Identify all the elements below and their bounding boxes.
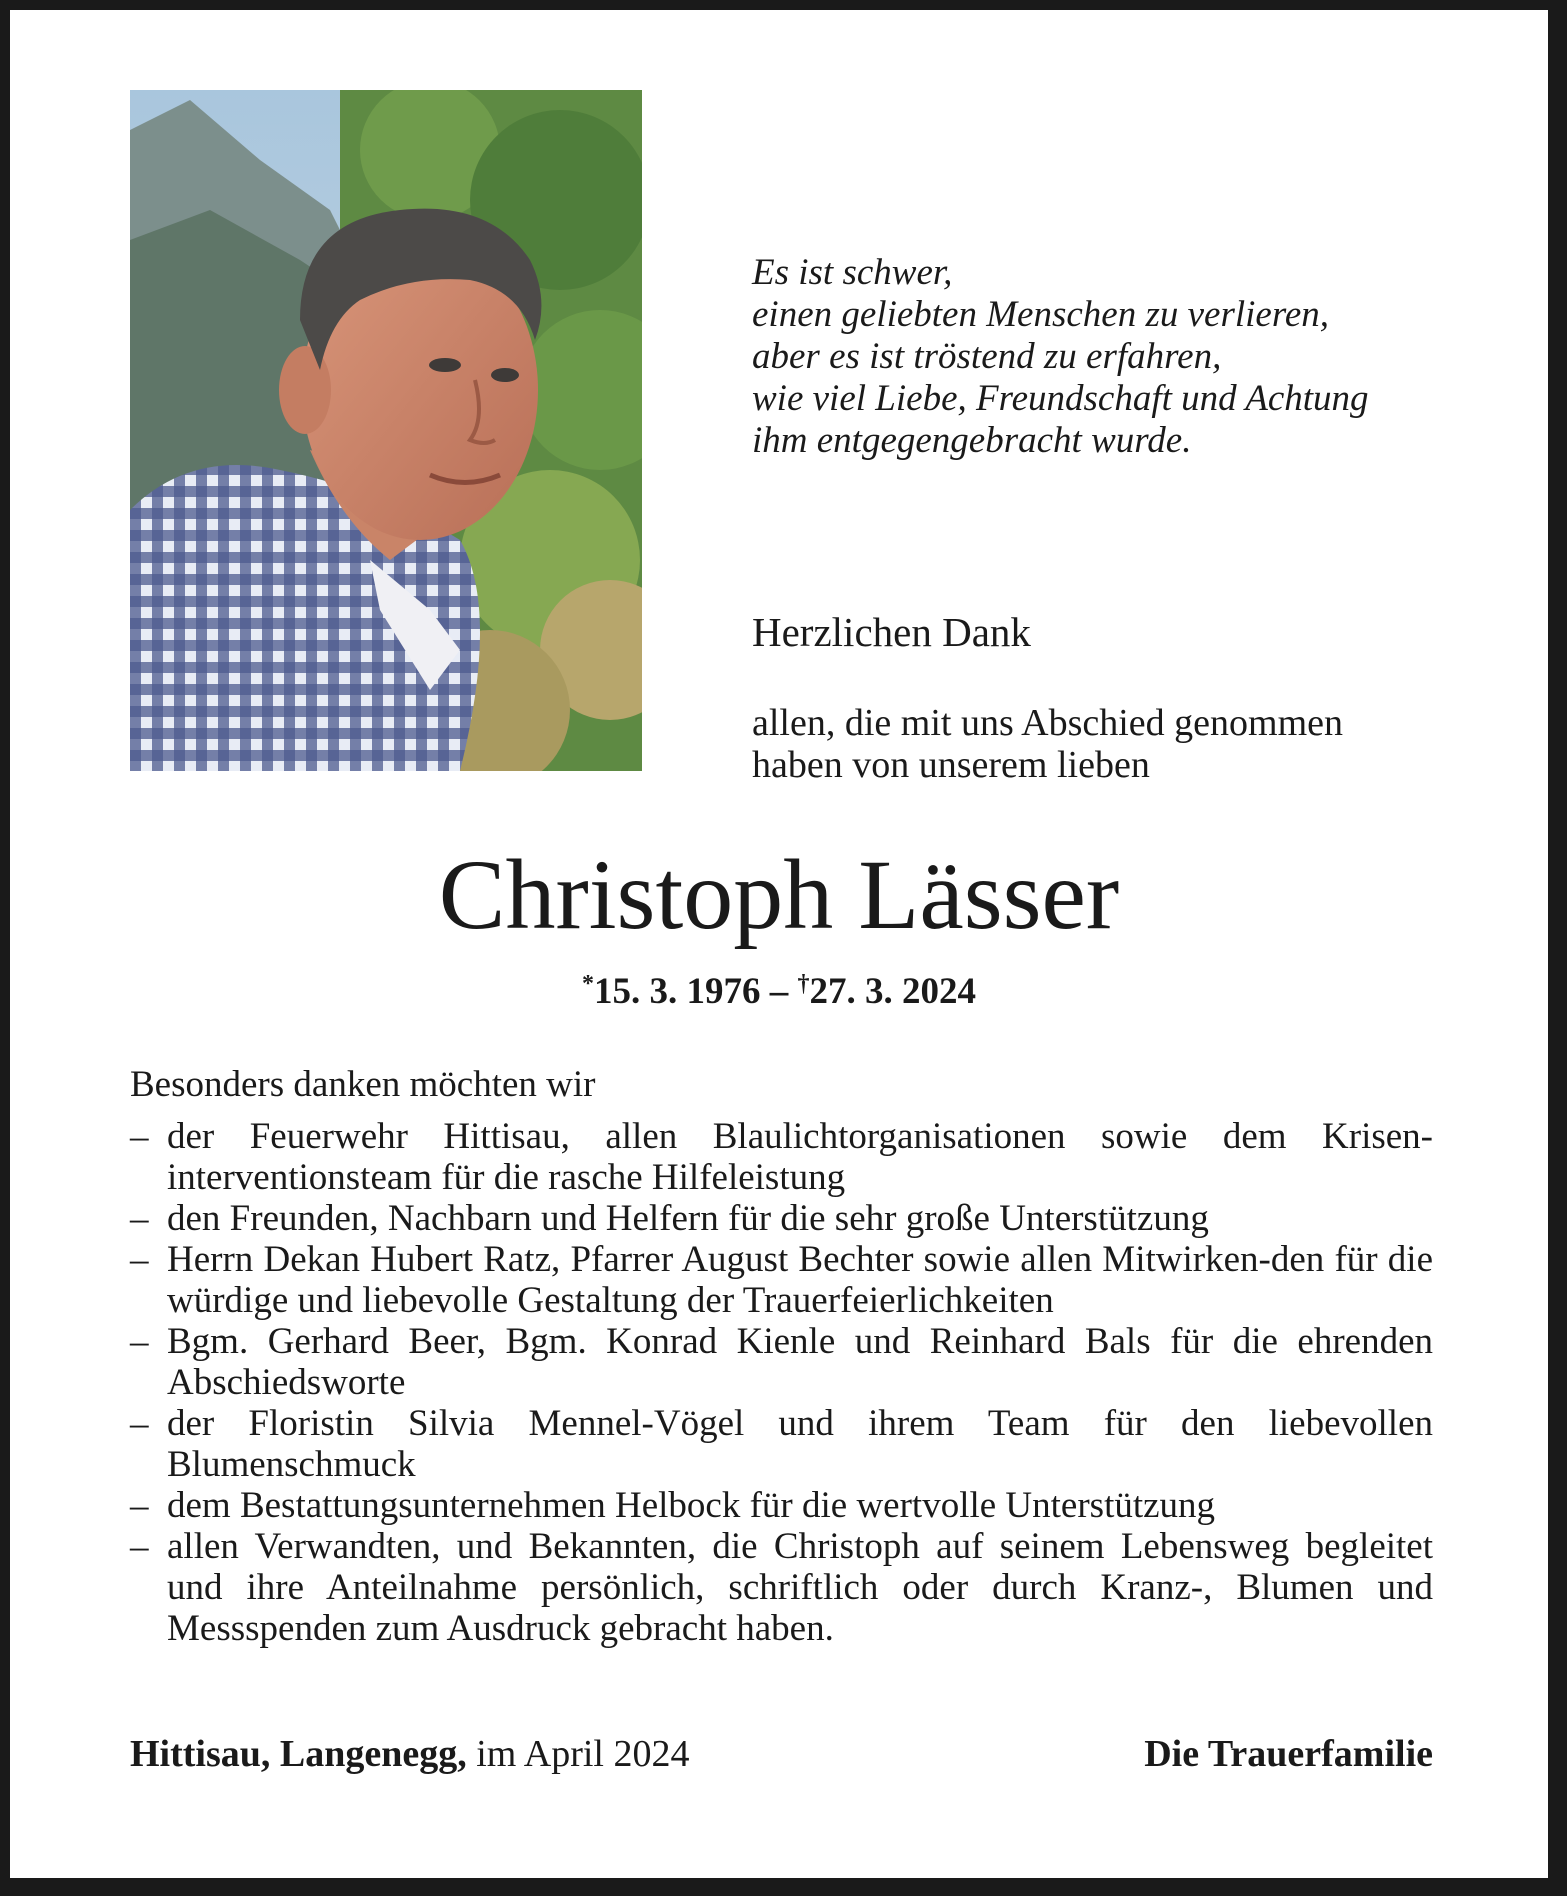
list-item	[130, 1198, 1433, 1239]
list-item	[130, 1239, 1433, 1321]
list-item	[130, 1116, 1433, 1198]
list-item	[130, 1403, 1433, 1485]
acknowledgement-list	[130, 1116, 1433, 1649]
thanks-line: allen, die mit uns Abschied genommen	[752, 702, 1344, 744]
dash-bullet: –	[130, 1116, 149, 1157]
list-item-text: dem Bestattungsunternehmen Helbock für die wertvolle Unterstützung	[167, 1485, 1216, 1526]
obituary-card	[10, 10, 1548, 1878]
dash-bullet: –	[130, 1403, 149, 1444]
dash-bullet: –	[130, 1526, 149, 1567]
poem-line: aber es ist tröstend zu erfahren,	[752, 336, 1222, 377]
portrait-photo	[130, 90, 642, 771]
poem-line: Es ist schwer,	[752, 252, 953, 293]
footer-place: Hittisau, Langenegg,	[130, 1733, 467, 1775]
death-symbol: †	[797, 971, 810, 997]
list-item	[130, 1526, 1433, 1649]
death-date: 27. 3. 2024	[809, 971, 976, 1012]
list-item-text: den Freunden, Nachbarn und Helfern für die sehr große Unterstützung	[167, 1198, 1209, 1239]
footer-signature: Die Trauerfamilie	[1144, 1733, 1433, 1775]
poem-line: wie viel Liebe, Freundschaft und Achtung	[752, 378, 1369, 419]
birth-date: 15. 3. 1976	[594, 971, 761, 1012]
date-separator: –	[760, 971, 798, 1012]
list-item-text: Herrn Dekan Hubert Ratz, Pfarrer August Bechter sowie allen Mitwirken-den für die würdige und liebevolle Gestaltung der Trauerfeierlichkeiten	[167, 1239, 1433, 1321]
poem-line: einen geliebten Menschen zu verlieren,	[752, 294, 1330, 335]
thanks-line: haben von unserem lieben	[752, 744, 1150, 786]
poem-line: ihm entgegengebracht wurde.	[752, 420, 1192, 461]
deceased-name: Christoph Lässer	[438, 839, 1120, 950]
dash-bullet: –	[130, 1485, 149, 1526]
thanks-heading: Herzlichen Dank	[752, 609, 1031, 655]
list-item-text: Bgm. Gerhard Beer, Bgm. Konrad Kienle und Reinhard Bals für die ehrenden Abschiedsworte	[167, 1321, 1433, 1403]
list-item-text: der Floristin Silvia Mennel-Vögel und ihrem Team für den liebevollen Blumenschmuck	[167, 1403, 1433, 1485]
birth-symbol: *	[582, 971, 594, 997]
life-dates	[10, 970, 1548, 1013]
dash-bullet: –	[130, 1321, 149, 1362]
footer-place-date	[130, 1732, 689, 1776]
list-item	[130, 1485, 1433, 1526]
list-item	[130, 1321, 1433, 1403]
poem	[752, 252, 1369, 462]
list-item-text: der Feuerwehr Hittisau, allen Blaulichtorganisationen sowie dem Krisen-interventionsteam für die rasche Hilfeleistung	[167, 1116, 1433, 1198]
thanks-text	[752, 702, 1343, 786]
dash-bullet: –	[130, 1239, 149, 1280]
acknowledgement-intro: Besonders danken möchten wir	[130, 1064, 596, 1105]
list-item-text: allen Verwandten, und Bekannten, die Christoph auf seinem Lebensweg begleitet und ihre Anteilnahme persönlich, schriftlich oder durch Kranz-, Blumen und Messspenden zum Ausdruck gebracht haben.	[167, 1526, 1433, 1649]
dash-bullet: –	[130, 1198, 149, 1239]
footer-date: im April 2024	[476, 1733, 690, 1775]
